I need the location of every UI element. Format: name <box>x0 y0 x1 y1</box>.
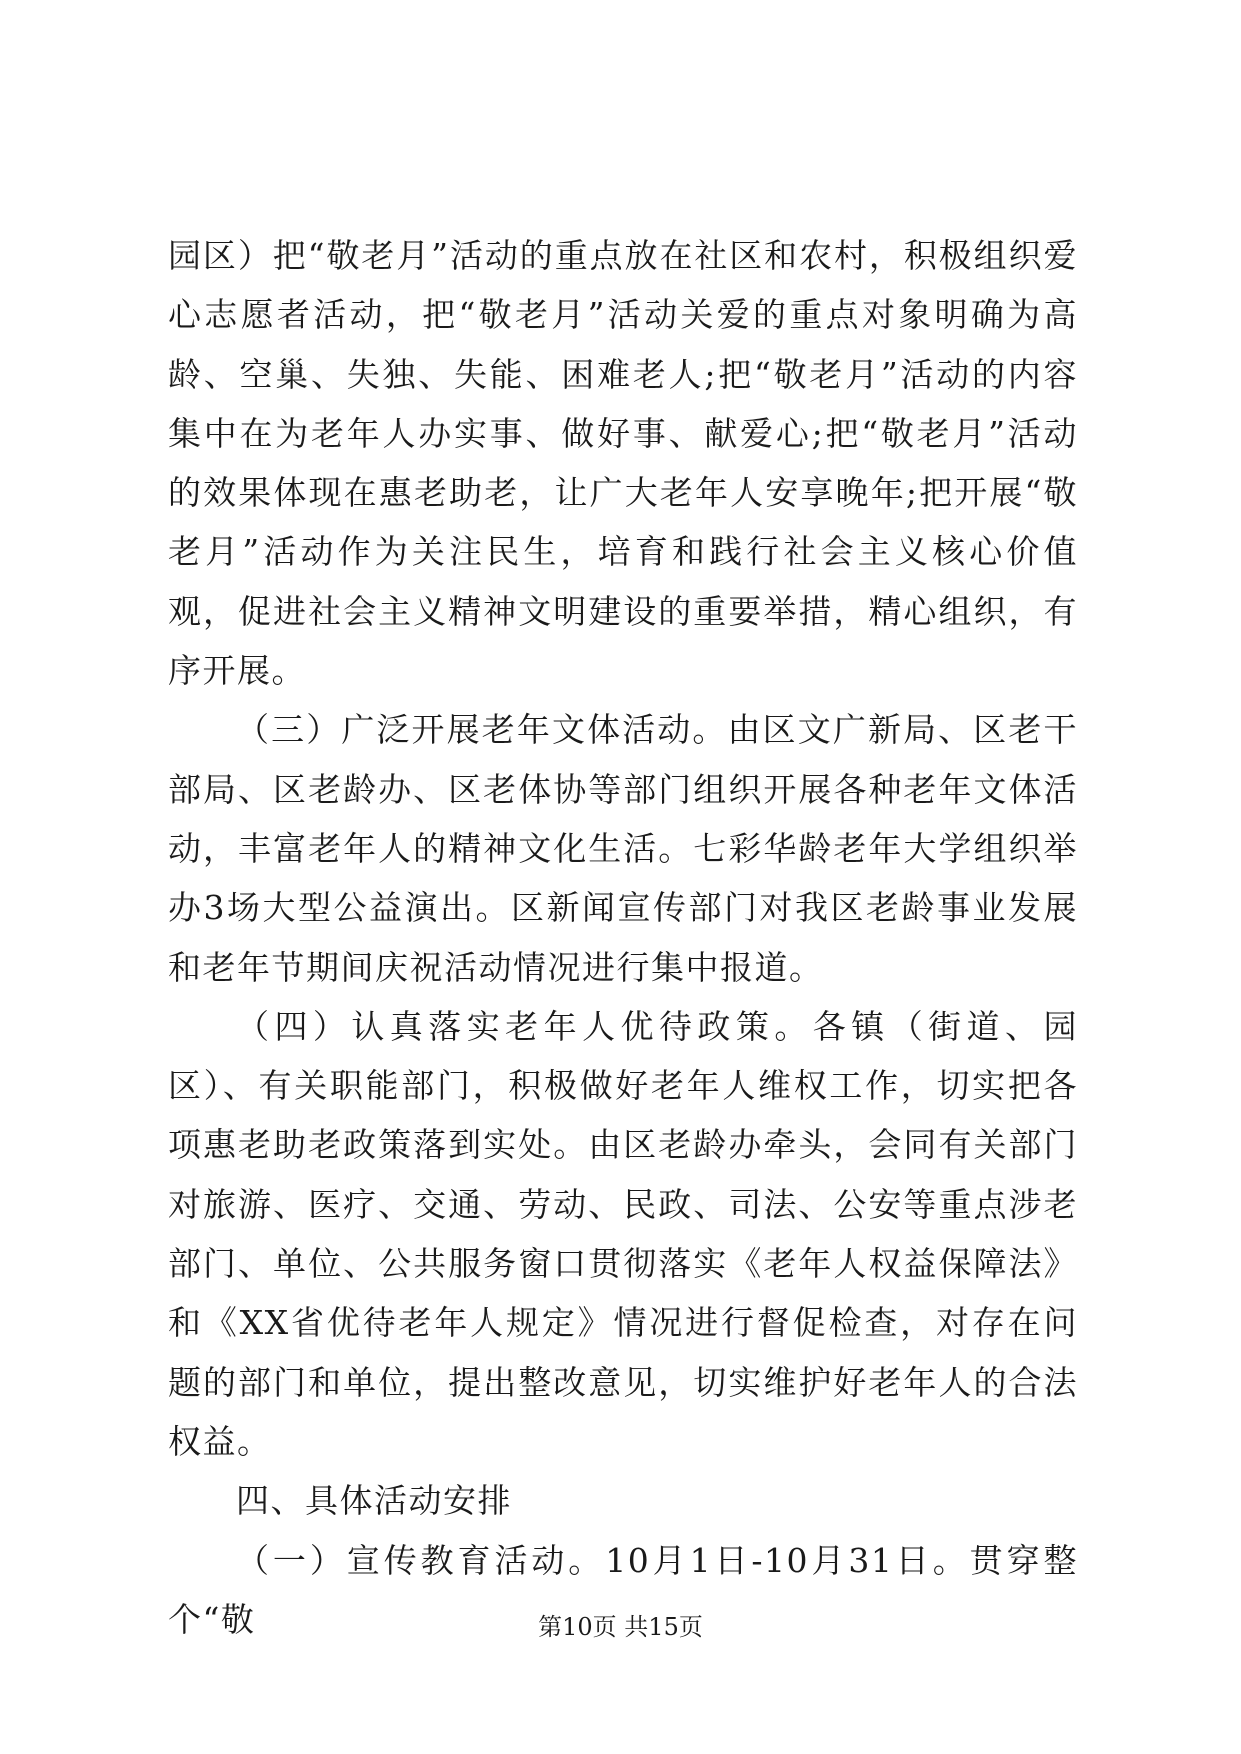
paragraph-publicity-education: （一）宣传教育活动。10月1日-10月31日。贯穿整个“敬 <box>168 1540 1078 1639</box>
section-heading-activity-schedule: 四、具体活动安排 <box>236 1481 512 1521</box>
paragraph-preferential-policies: （四）认真落实老年人优待政策。各镇（街道、园区）、有关职能部门，积极做好老年人维权工作，切实把各项惠老助老政策落到实处。由区老龄办牵头，会同有关部门对旅游、医疗、交通、劳动、民政、司法、公安等重点涉老部门、单位、公共服务窗口贯彻落实《老年人权益保障法》和《XX省优待老年人规定》情况进行督促检查，对存在问题的部门和单位，提出整改意见，切实维护好老年人的合法权益。 <box>168 1006 1078 1461</box>
document-body <box>168 226 1078 1649</box>
paragraph-continuation: 园区）把“敬老月”活动的重点放在社区和农村，积极组织爱心志愿者活动，把“敬老月”活动关爱的重点对象明确为高龄、空巢、失独、失能、困难老人;把“敬老月”活动的内容集中在为老年人办实事、做好事、献爱心;把“敬老月”活动的效果体现在惠老助老，让广大老年人安享晚年;把开展“敬老月”活动作为关注民生，培育和践行社会主义核心价值观，促进社会主义精神文明建设的重要举措，精心组织，有序开展。 <box>168 236 1078 691</box>
page-footer: 第10页 共15页 <box>538 1613 703 1641</box>
paragraph-cultural-activities: （三）广泛开展老年文体活动。由区文广新局、区老干部局、区老龄办、区老体协等部门组织开展各种老年文体活动，丰富老年人的精神文化生活。七彩华龄老年大学组织举办3场大型公益演出。区新闻宣传部门对我区老龄事业发展和老年节期间庆祝活动情况进行集中报道。 <box>168 710 1078 987</box>
